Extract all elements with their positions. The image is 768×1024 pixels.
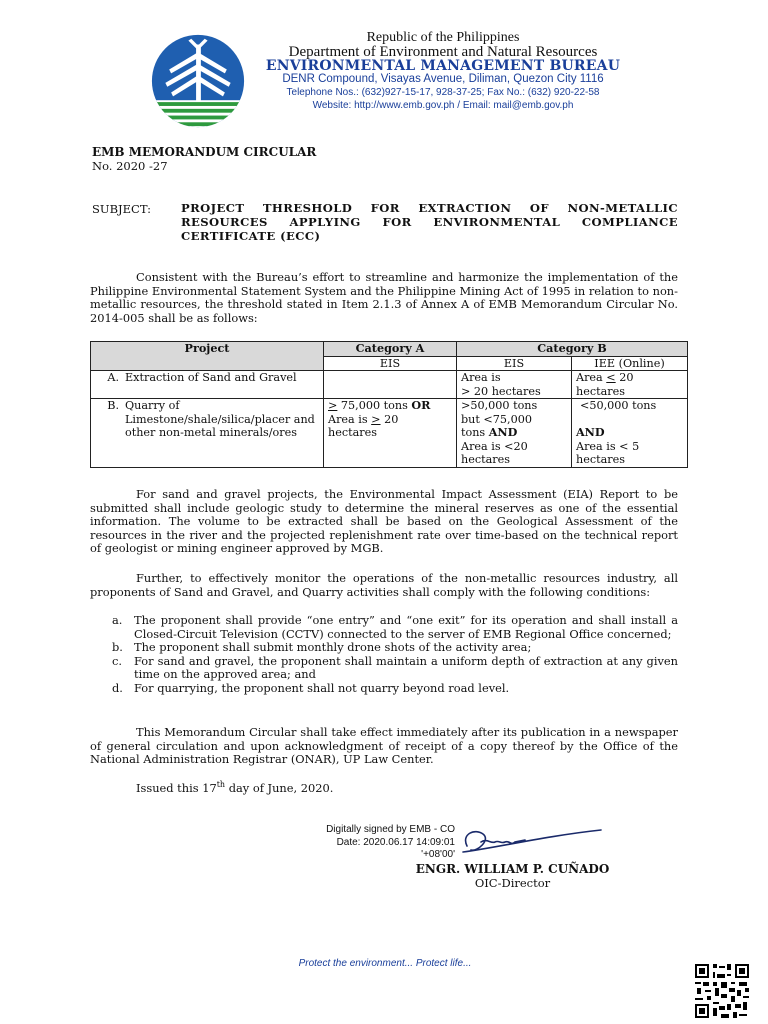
- cell-line: Area is: [461, 371, 501, 384]
- list-letter: d.: [112, 680, 123, 695]
- cell-text: 20: [615, 371, 634, 384]
- paragraph-sand-gravel: For sand and gravel projects, the Environmental Impact Assessment (EIA) Report to be submitted shall include geologic study to determine the mineral reserves as one of the essential information. The volume to be extracted shall be based on the Geological Assessment of the resources in the river and the projected replenishment rate over time-based on the technical report of geologist or mining engineer approved by MGB.: [90, 487, 678, 556]
- digital-signature-line: Digitally signed by EMB - CO: [326, 824, 455, 835]
- conditions-list: [90, 614, 678, 696]
- list-text: The proponent shall submit monthly drone shots of the activity area;: [134, 640, 532, 655]
- cell-text: 20: [380, 412, 399, 426]
- cell-symbol: >: [371, 412, 381, 426]
- row-b-b-eis: [457, 399, 572, 468]
- digital-signature-line: '+08'00': [421, 849, 455, 860]
- cell-conjunction: AND: [488, 425, 518, 439]
- memo-number: No. 2020 -27: [92, 159, 168, 173]
- issued-date: [136, 782, 333, 796]
- table-header-row: [91, 342, 688, 357]
- cell-text: Area is: [328, 412, 372, 426]
- subheader-b-iee: IEE (Online): [572, 356, 688, 371]
- row-a-project: [91, 371, 324, 399]
- cell-line: <50,000 tons: [580, 399, 657, 412]
- paragraph-effectivity: This Memorandum Circular shall take effect immediately after its publication in a newspaper of general circulation and upon acknowledgment of receipt of a copy thereof by the Office of the National Administration Registrar (ONAR), UP Law Center.: [90, 725, 678, 767]
- row-project-name: Quarry of Limestone/shale/silica/placer and other non-metal minerals/ores: [125, 399, 315, 439]
- cell-text: 75,000 tons: [337, 399, 412, 412]
- header-category-a: Category A: [324, 342, 457, 357]
- table-row: [91, 399, 688, 468]
- header-bureau: ENVIRONMENTAL MANAGEMENT BUREAU: [265, 58, 621, 74]
- cell-symbol: <: [606, 371, 616, 384]
- row-b-project: [91, 399, 324, 468]
- cell-line: Area is < 5: [576, 439, 640, 453]
- cell-line: but <75,000: [461, 412, 532, 426]
- cell-line: > 20 hectares: [461, 384, 541, 398]
- cell-line: Area is <20: [461, 439, 528, 453]
- cell-line: hectares: [328, 426, 377, 439]
- header-project: Project: [91, 342, 324, 371]
- header-category-b: Category B: [457, 342, 688, 357]
- subject-text: PROJECT THRESHOLD FOR EXTRACTION OF NON-METALLIC RESOURCES APPLYING FOR ENVIRONMENTAL COMPLIANCE CERTIFICATE (ECC): [181, 201, 678, 243]
- list-text: The proponent shall provide “one entry” and “one exit” for its operation and shall install a Closed-Circuit Television (CCTV) connected to the server of EMB Regional Office concerned;: [134, 613, 678, 641]
- cell-conjunction: AND: [576, 425, 605, 439]
- digital-signature-note: [290, 824, 455, 862]
- list-item: [90, 655, 678, 682]
- row-a-cat-a: [324, 371, 457, 399]
- signer-name: ENGR. WILLIAM P. CUÑADO: [415, 862, 610, 876]
- row-a-b-iee: [572, 371, 688, 399]
- list-letter: b.: [112, 640, 123, 655]
- list-item: [90, 641, 678, 655]
- header-telephone: Telephone Nos.: (632)927-15-17, 928-37-25; Fax No.: (632) 920-22-58: [286, 87, 600, 98]
- emb-logo: [150, 33, 246, 129]
- qr-code-icon: [690, 962, 754, 1020]
- cell-line: hectares: [576, 453, 625, 466]
- digital-signature-line: Date: 2020.06.17 14:09:01: [336, 836, 455, 848]
- cell-symbol: >: [328, 399, 338, 412]
- header-department: Department of Environment and Natural Resources: [288, 44, 598, 60]
- issued-text: Issued this 17: [136, 781, 217, 795]
- list-item: [90, 682, 678, 696]
- threshold-table: [90, 341, 688, 468]
- header-republic: Republic of the Philippines: [366, 30, 520, 45]
- list-text: For sand and gravel, the proponent shall maintain a uniform depth of extraction at any given time on the approved area; and: [134, 653, 678, 682]
- row-a-b-eis: [457, 371, 572, 399]
- cell-line: >50,000 tons: [461, 399, 538, 412]
- cell-text: tons: [461, 426, 489, 439]
- cell-line: hectares: [461, 453, 510, 466]
- list-letter: c.: [112, 653, 123, 668]
- issued-text: day of June, 2020.: [225, 781, 334, 795]
- subheader-b-eis: EIS: [457, 356, 572, 371]
- signer-title: OIC-Director: [474, 876, 551, 890]
- header-address: DENR Compound, Visayas Avenue, Diliman, Quezon City 1116: [282, 73, 604, 85]
- list-letter: a.: [112, 613, 123, 627]
- subject-label: SUBJECT:: [92, 202, 151, 216]
- subheader-a-eis: EIS: [324, 356, 457, 371]
- paragraph-intro: Consistent with the Bureau’s effort to streamline and harmonize the implementation of the Philippine Environmental Statement System and the Philippine Mining Act of 1995 in relation to non-metallic resources, the threshold stated in Item 2.1.3 of Annex A of EMB Memorandum Circular No. 2014-005 shall be as follows:: [90, 270, 678, 325]
- row-b-b-iee: [572, 399, 688, 468]
- header-website: Website: http://www.emb.gov.ph / Email: mail@emb.gov.ph: [312, 100, 574, 111]
- table-row: [91, 371, 688, 399]
- memo-title: EMB MEMORANDUM CIRCULAR: [92, 145, 317, 159]
- row-b-cat-a: [324, 399, 457, 468]
- row-letter: A.: [107, 371, 119, 384]
- paragraph-further: Further, to effectively monitor the operations of the non-metallic resources industry, all proponents of Sand and Gravel, and Quarry activities shall comply with the following conditions:: [90, 571, 678, 599]
- handwritten-signature: [455, 822, 605, 862]
- list-text: For quarrying, the proponent shall not quarry beyond road level.: [134, 680, 510, 695]
- cell-conjunction: OR: [411, 398, 431, 412]
- footer-motto: Protect the environment... Protect life...: [298, 958, 472, 969]
- issued-suffix: th: [216, 780, 226, 790]
- cell-line: hectares: [576, 384, 625, 398]
- row-project-name: Extraction of Sand and Gravel: [125, 371, 297, 384]
- list-item: [90, 614, 678, 641]
- row-letter: B.: [107, 399, 119, 412]
- cell-text: Area: [576, 371, 607, 384]
